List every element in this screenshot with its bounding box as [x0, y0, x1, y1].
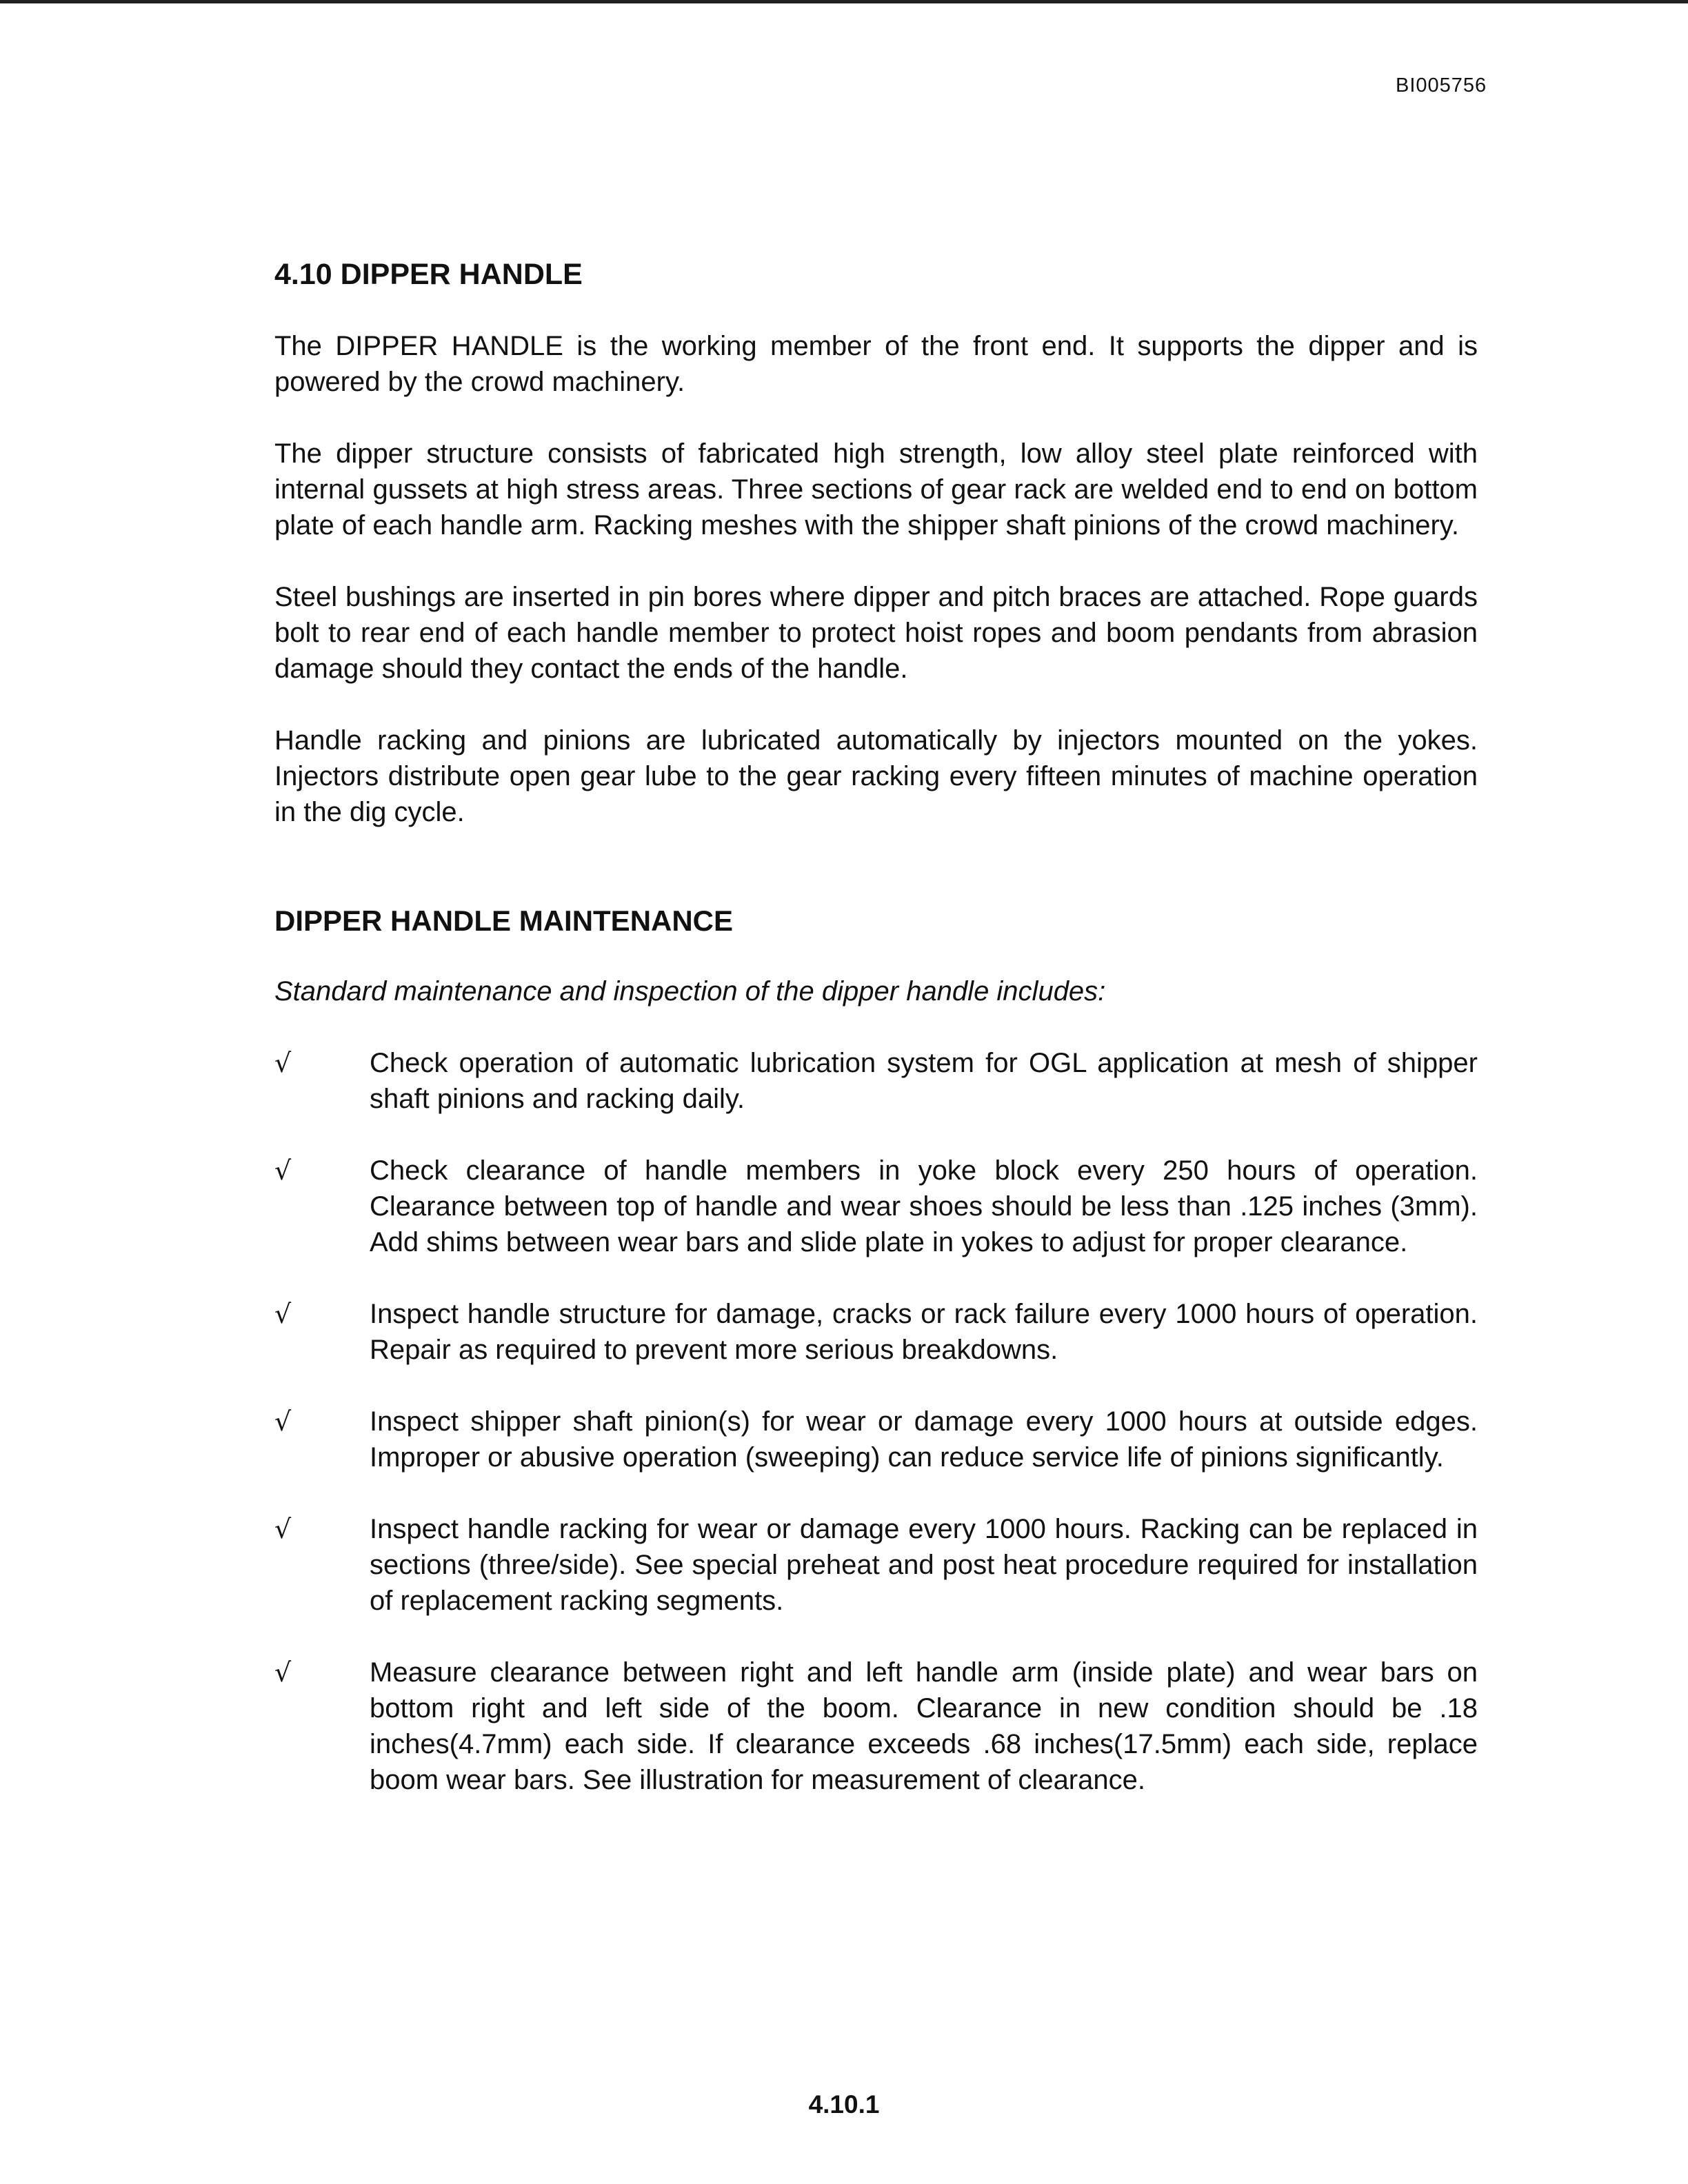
- checklist-item: [274, 1296, 1478, 1368]
- checklist-item: [274, 1153, 1478, 1260]
- paragraph-structure: The dipper structure consists of fabricated high strength, low alloy steel plate reinforced with internal gussets at high stress areas. Three sections of gear rack are welded end to end on bottom plate of each handle arm. Racking meshes with the shipper shaft pinions of the crowd machinery.: [274, 438, 1478, 540]
- check-mark-icon: √: [274, 1048, 292, 1078]
- paragraph-overview: The DIPPER HANDLE is the working member of the front end. It supports the dipper and is powered by the crowd machinery.: [274, 331, 1478, 397]
- checklist-item: [274, 1404, 1478, 1475]
- checklist-item-text: Measure clearance between right and left handle arm (inside plate) and wear bars on bottom right and left side of the boom. Clearance in new condition should be .18 inches(4.7mm) each side. If clearance exceeds .68 inches(17.5mm) each side, replace boom wear bars. See illustration for measurement of clearance.: [370, 1657, 1478, 1795]
- maintenance-checklist: [274, 1045, 1478, 1798]
- paragraph-bushings: Steel bushings are inserted in pin bores where dipper and pitch braces are attached. Rope guards bolt to rear end of each handle member to protect hoist ropes and boom pendants from abrasion damage should they contact the ends of the handle.: [274, 582, 1478, 684]
- checklist-item: [274, 1511, 1478, 1619]
- checklist-item: [274, 1045, 1478, 1117]
- document-id: BI005756: [1396, 74, 1487, 97]
- maintenance-heading: DIPPER HANDLE MAINTENANCE: [274, 904, 734, 937]
- checklist-item: [274, 1655, 1478, 1798]
- checklist-item-text: Check clearance of handle members in yoke block every 250 hours of operation. Clearance between top of handle and wear shoes should be less than .125 inches (3mm). Add shims between wear bars and slide plate in yokes to adjust for proper clearance.: [370, 1155, 1478, 1257]
- check-mark-icon: √: [274, 1299, 292, 1329]
- checklist-item-text: Inspect handle structure for damage, cracks or rack failure every 1000 hours of operation. Repair as required to prevent more serious breakdowns.: [370, 1299, 1478, 1365]
- section-heading: 4.10 DIPPER HANDLE: [274, 258, 583, 291]
- maintenance-intro: Standard maintenance and inspection of the dipper handle includes:: [274, 976, 1106, 1007]
- checklist-item-text: Check operation of automatic lubrication system for OGL application at mesh of shipper shaft pinions and racking daily.: [370, 1048, 1478, 1114]
- check-mark-icon: √: [274, 1406, 292, 1437]
- page-number: 4.10.1: [808, 2090, 880, 2119]
- check-mark-icon: √: [274, 1657, 292, 1688]
- top-border-line: [0, 0, 1688, 3]
- checklist-item-text: Inspect shipper shaft pinion(s) for wear or damage every 1000 hours at outside edges. Improper or abusive operation (sweeping) can reduce service life of pinions significantly.: [370, 1406, 1478, 1473]
- check-mark-icon: √: [274, 1514, 292, 1544]
- check-mark-icon: √: [274, 1155, 292, 1186]
- page-content: [274, 255, 1478, 1834]
- paragraph-lubrication: Handle racking and pinions are lubricated automatically by injectors mounted on the yokes. Injectors distribute open gear lube to the gear racking every fifteen minutes of machine operation in the dig cycle.: [274, 725, 1478, 827]
- checklist-item-text: Inspect handle racking for wear or damage every 1000 hours. Racking can be replaced in sections (three/side). See special preheat and post heat procedure required for installation of replacement racking segments.: [370, 1514, 1478, 1616]
